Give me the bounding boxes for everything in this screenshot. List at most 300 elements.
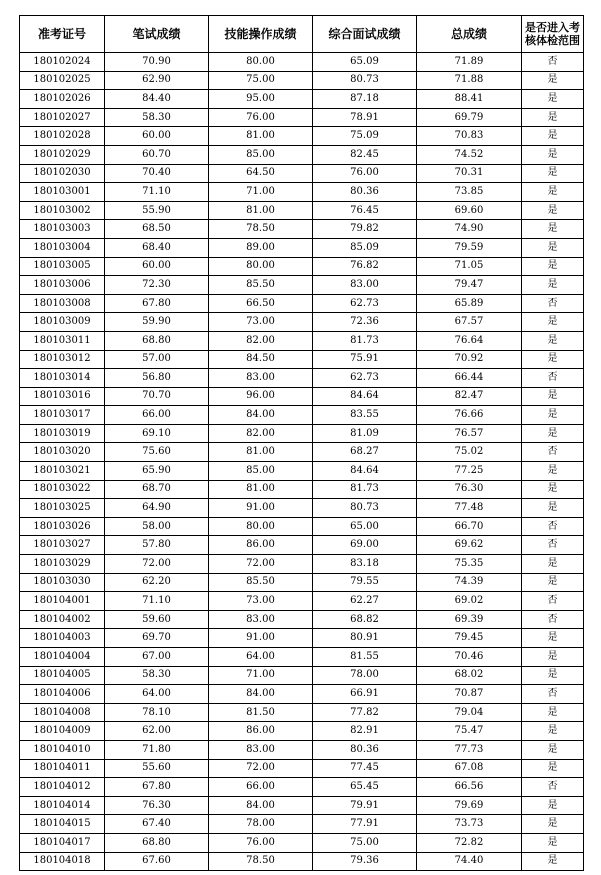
cell-exam-id: 180104014 — [20, 796, 105, 815]
header-qualified: 是否进入考核体检范围 — [522, 16, 584, 53]
cell-written-score: 66.00 — [105, 406, 209, 425]
cell-exam-id: 180102028 — [20, 127, 105, 146]
cell-interview-score: 77.82 — [313, 703, 417, 722]
cell-total-score: 74.90 — [417, 220, 522, 239]
table-row — [20, 740, 584, 759]
cell-qualified: 是 — [522, 759, 584, 778]
table-row — [20, 833, 584, 852]
cell-written-score: 68.80 — [105, 833, 209, 852]
cell-qualified: 是 — [522, 164, 584, 183]
table-row — [20, 220, 584, 239]
cell-qualified: 否 — [522, 369, 584, 388]
cell-exam-id: 180104005 — [20, 666, 105, 685]
table-row — [20, 201, 584, 220]
cell-qualified: 否 — [522, 685, 584, 704]
cell-exam-id: 180103022 — [20, 480, 105, 499]
table-row — [20, 406, 584, 425]
cell-written-score: 58.30 — [105, 666, 209, 685]
cell-qualified: 否 — [522, 536, 584, 555]
cell-written-score: 84.40 — [105, 90, 209, 109]
table-body — [20, 53, 584, 871]
cell-skill-score: 96.00 — [209, 387, 313, 406]
cell-skill-score: 91.00 — [209, 499, 313, 518]
header-row — [20, 16, 584, 53]
cell-skill-score: 64.00 — [209, 648, 313, 667]
header-interview-score: 综合面试成绩 — [313, 16, 417, 53]
table-row — [20, 778, 584, 797]
cell-interview-score: 81.73 — [313, 331, 417, 350]
cell-interview-score: 75.91 — [313, 350, 417, 369]
cell-interview-score: 62.27 — [313, 592, 417, 611]
table-row — [20, 815, 584, 834]
cell-qualified: 是 — [522, 201, 584, 220]
cell-interview-score: 75.00 — [313, 833, 417, 852]
cell-interview-score: 68.27 — [313, 443, 417, 462]
cell-total-score: 79.47 — [417, 276, 522, 295]
cell-total-score: 77.25 — [417, 462, 522, 481]
cell-exam-id: 180102029 — [20, 145, 105, 164]
cell-qualified: 是 — [522, 108, 584, 127]
cell-exam-id: 180104009 — [20, 722, 105, 741]
cell-qualified: 否 — [522, 294, 584, 313]
cell-interview-score: 79.82 — [313, 220, 417, 239]
cell-written-score: 58.00 — [105, 517, 209, 536]
cell-skill-score: 89.00 — [209, 238, 313, 257]
cell-exam-id: 180104015 — [20, 815, 105, 834]
cell-written-score: 71.10 — [105, 592, 209, 611]
cell-written-score: 64.00 — [105, 685, 209, 704]
cell-qualified: 否 — [522, 53, 584, 72]
cell-total-score: 76.66 — [417, 406, 522, 425]
cell-interview-score: 78.00 — [313, 666, 417, 685]
cell-total-score: 76.57 — [417, 424, 522, 443]
cell-qualified: 是 — [522, 796, 584, 815]
cell-written-score: 68.70 — [105, 480, 209, 499]
table-row — [20, 499, 584, 518]
cell-qualified: 是 — [522, 648, 584, 667]
cell-skill-score: 85.50 — [209, 573, 313, 592]
cell-skill-score: 81.00 — [209, 480, 313, 499]
header-total-score: 总成绩 — [417, 16, 522, 53]
cell-interview-score: 82.45 — [313, 145, 417, 164]
cell-total-score: 88.41 — [417, 90, 522, 109]
cell-total-score: 65.89 — [417, 294, 522, 313]
cell-exam-id: 180103021 — [20, 462, 105, 481]
cell-total-score: 68.02 — [417, 666, 522, 685]
cell-written-score: 62.90 — [105, 71, 209, 90]
cell-qualified: 是 — [522, 815, 584, 834]
table-row — [20, 722, 584, 741]
cell-qualified: 是 — [522, 257, 584, 276]
cell-total-score: 67.08 — [417, 759, 522, 778]
cell-qualified: 否 — [522, 778, 584, 797]
cell-qualified: 是 — [522, 462, 584, 481]
cell-qualified: 否 — [522, 610, 584, 629]
cell-interview-score: 87.18 — [313, 90, 417, 109]
cell-written-score: 67.80 — [105, 294, 209, 313]
score-table — [19, 15, 584, 871]
cell-exam-id: 180104010 — [20, 740, 105, 759]
cell-written-score: 59.90 — [105, 313, 209, 332]
cell-total-score: 69.02 — [417, 592, 522, 611]
cell-written-score: 68.40 — [105, 238, 209, 257]
cell-qualified: 是 — [522, 331, 584, 350]
cell-exam-id: 180103017 — [20, 406, 105, 425]
cell-total-score: 71.88 — [417, 71, 522, 90]
cell-skill-score: 82.00 — [209, 331, 313, 350]
cell-interview-score: 77.91 — [313, 815, 417, 834]
cell-exam-id: 180103006 — [20, 276, 105, 295]
cell-interview-score: 85.09 — [313, 238, 417, 257]
table-row — [20, 462, 584, 481]
cell-exam-id: 180103027 — [20, 536, 105, 555]
cell-exam-id: 180103004 — [20, 238, 105, 257]
cell-interview-score: 69.00 — [313, 536, 417, 555]
cell-interview-score: 62.73 — [313, 369, 417, 388]
cell-skill-score: 81.00 — [209, 201, 313, 220]
cell-interview-score: 65.45 — [313, 778, 417, 797]
cell-total-score: 79.69 — [417, 796, 522, 815]
cell-exam-id: 180104003 — [20, 629, 105, 648]
table-row — [20, 703, 584, 722]
cell-written-score: 71.80 — [105, 740, 209, 759]
table-row — [20, 592, 584, 611]
cell-exam-id: 180104002 — [20, 610, 105, 629]
table-row — [20, 666, 584, 685]
cell-qualified: 是 — [522, 740, 584, 759]
cell-interview-score: 76.00 — [313, 164, 417, 183]
cell-written-score: 68.50 — [105, 220, 209, 239]
cell-written-score: 69.10 — [105, 424, 209, 443]
cell-interview-score: 72.36 — [313, 313, 417, 332]
cell-skill-score: 66.50 — [209, 294, 313, 313]
cell-interview-score: 80.73 — [313, 499, 417, 518]
cell-total-score: 69.60 — [417, 201, 522, 220]
cell-skill-score: 81.00 — [209, 443, 313, 462]
cell-skill-score: 78.50 — [209, 220, 313, 239]
cell-written-score: 55.90 — [105, 201, 209, 220]
cell-interview-score: 79.36 — [313, 852, 417, 871]
cell-qualified: 是 — [522, 424, 584, 443]
cell-skill-score: 73.00 — [209, 592, 313, 611]
cell-exam-id: 180103016 — [20, 387, 105, 406]
cell-qualified: 是 — [522, 90, 584, 109]
cell-qualified: 是 — [522, 276, 584, 295]
cell-exam-id: 180104012 — [20, 778, 105, 797]
cell-skill-score: 80.00 — [209, 517, 313, 536]
table-row — [20, 108, 584, 127]
cell-total-score: 69.39 — [417, 610, 522, 629]
cell-skill-score: 82.00 — [209, 424, 313, 443]
cell-qualified: 是 — [522, 313, 584, 332]
cell-written-score: 55.60 — [105, 759, 209, 778]
cell-exam-id: 180104017 — [20, 833, 105, 852]
cell-exam-id: 180103001 — [20, 183, 105, 202]
cell-exam-id: 180103005 — [20, 257, 105, 276]
cell-exam-id: 180104011 — [20, 759, 105, 778]
header-exam-id: 准考证号 — [20, 16, 105, 53]
cell-written-score: 67.00 — [105, 648, 209, 667]
cell-total-score: 70.46 — [417, 648, 522, 667]
table-row — [20, 648, 584, 667]
cell-written-score: 58.30 — [105, 108, 209, 127]
cell-written-score: 67.60 — [105, 852, 209, 871]
cell-interview-score: 75.09 — [313, 127, 417, 146]
cell-total-score: 66.44 — [417, 369, 522, 388]
cell-exam-id: 180103019 — [20, 424, 105, 443]
cell-qualified: 是 — [522, 183, 584, 202]
cell-interview-score: 65.09 — [313, 53, 417, 72]
cell-skill-score: 86.00 — [209, 722, 313, 741]
cell-total-score: 73.73 — [417, 815, 522, 834]
cell-skill-score: 72.00 — [209, 759, 313, 778]
cell-skill-score: 76.00 — [209, 833, 313, 852]
cell-exam-id: 180103025 — [20, 499, 105, 518]
cell-total-score: 79.04 — [417, 703, 522, 722]
cell-skill-score: 72.00 — [209, 555, 313, 574]
cell-total-score: 75.35 — [417, 555, 522, 574]
cell-qualified: 是 — [522, 127, 584, 146]
cell-written-score: 60.00 — [105, 127, 209, 146]
cell-interview-score: 78.91 — [313, 108, 417, 127]
table-row — [20, 53, 584, 72]
cell-skill-score: 80.00 — [209, 257, 313, 276]
table-row — [20, 685, 584, 704]
cell-total-score: 70.87 — [417, 685, 522, 704]
cell-qualified: 是 — [522, 629, 584, 648]
cell-skill-score: 66.00 — [209, 778, 313, 797]
cell-written-score: 60.00 — [105, 257, 209, 276]
cell-skill-score: 85.50 — [209, 276, 313, 295]
cell-skill-score: 76.00 — [209, 108, 313, 127]
table-row — [20, 573, 584, 592]
cell-total-score: 74.52 — [417, 145, 522, 164]
cell-qualified: 否 — [522, 443, 584, 462]
cell-interview-score: 81.09 — [313, 424, 417, 443]
cell-written-score: 70.90 — [105, 53, 209, 72]
table-row — [20, 852, 584, 871]
cell-skill-score: 78.50 — [209, 852, 313, 871]
cell-exam-id: 180104001 — [20, 592, 105, 611]
table-row — [20, 313, 584, 332]
cell-written-score: 60.70 — [105, 145, 209, 164]
cell-total-score: 69.79 — [417, 108, 522, 127]
cell-total-score: 76.64 — [417, 331, 522, 350]
cell-total-score: 82.47 — [417, 387, 522, 406]
table-row — [20, 238, 584, 257]
cell-skill-score: 83.00 — [209, 740, 313, 759]
cell-qualified: 是 — [522, 722, 584, 741]
cell-written-score: 57.80 — [105, 536, 209, 555]
table-row — [20, 424, 584, 443]
cell-total-score: 74.39 — [417, 573, 522, 592]
cell-exam-id: 180103003 — [20, 220, 105, 239]
cell-qualified: 是 — [522, 499, 584, 518]
cell-exam-id: 180103002 — [20, 201, 105, 220]
cell-total-score: 73.85 — [417, 183, 522, 202]
cell-total-score: 71.05 — [417, 257, 522, 276]
cell-qualified: 是 — [522, 387, 584, 406]
cell-total-score: 71.89 — [417, 53, 522, 72]
cell-written-score: 70.70 — [105, 387, 209, 406]
table-row — [20, 555, 584, 574]
cell-interview-score: 84.64 — [313, 387, 417, 406]
cell-total-score: 74.40 — [417, 852, 522, 871]
table-header — [20, 16, 584, 53]
table-row — [20, 183, 584, 202]
cell-interview-score: 76.82 — [313, 257, 417, 276]
cell-skill-score: 75.00 — [209, 71, 313, 90]
cell-qualified: 是 — [522, 406, 584, 425]
cell-written-score: 71.10 — [105, 183, 209, 202]
cell-exam-id: 180103014 — [20, 369, 105, 388]
cell-interview-score: 82.91 — [313, 722, 417, 741]
cell-exam-id: 180103020 — [20, 443, 105, 462]
cell-skill-score: 71.00 — [209, 666, 313, 685]
cell-skill-score: 91.00 — [209, 629, 313, 648]
cell-exam-id: 180103009 — [20, 313, 105, 332]
cell-total-score: 79.45 — [417, 629, 522, 648]
cell-total-score: 66.56 — [417, 778, 522, 797]
cell-written-score: 69.70 — [105, 629, 209, 648]
cell-skill-score: 81.50 — [209, 703, 313, 722]
cell-total-score: 75.02 — [417, 443, 522, 462]
cell-interview-score: 77.45 — [313, 759, 417, 778]
cell-interview-score: 81.73 — [313, 480, 417, 499]
cell-skill-score: 95.00 — [209, 90, 313, 109]
cell-interview-score: 62.73 — [313, 294, 417, 313]
cell-exam-id: 180103030 — [20, 573, 105, 592]
cell-qualified: 否 — [522, 517, 584, 536]
cell-skill-score: 85.00 — [209, 145, 313, 164]
table-row — [20, 536, 584, 555]
cell-interview-score: 65.00 — [313, 517, 417, 536]
table-row — [20, 164, 584, 183]
cell-total-score: 67.57 — [417, 313, 522, 332]
cell-written-score: 59.60 — [105, 610, 209, 629]
cell-qualified: 是 — [522, 350, 584, 369]
cell-interview-score: 79.55 — [313, 573, 417, 592]
cell-exam-id: 180102024 — [20, 53, 105, 72]
cell-exam-id: 180102025 — [20, 71, 105, 90]
cell-qualified: 是 — [522, 833, 584, 852]
cell-total-score: 77.48 — [417, 499, 522, 518]
cell-exam-id: 180103012 — [20, 350, 105, 369]
cell-qualified: 是 — [522, 573, 584, 592]
cell-interview-score: 76.45 — [313, 201, 417, 220]
cell-interview-score: 83.55 — [313, 406, 417, 425]
cell-written-score: 62.20 — [105, 573, 209, 592]
table-row — [20, 90, 584, 109]
cell-interview-score: 83.00 — [313, 276, 417, 295]
cell-interview-score: 66.91 — [313, 685, 417, 704]
cell-qualified: 是 — [522, 220, 584, 239]
cell-written-score: 75.60 — [105, 443, 209, 462]
cell-skill-score: 84.50 — [209, 350, 313, 369]
table-row — [20, 443, 584, 462]
cell-exam-id: 180104004 — [20, 648, 105, 667]
cell-qualified: 是 — [522, 145, 584, 164]
cell-written-score: 56.80 — [105, 369, 209, 388]
cell-written-score: 68.80 — [105, 331, 209, 350]
cell-skill-score: 83.00 — [209, 369, 313, 388]
cell-exam-id: 180104018 — [20, 852, 105, 871]
cell-skill-score: 64.50 — [209, 164, 313, 183]
cell-skill-score: 83.00 — [209, 610, 313, 629]
table-row — [20, 387, 584, 406]
cell-exam-id: 180104008 — [20, 703, 105, 722]
cell-qualified: 是 — [522, 71, 584, 90]
table-row — [20, 276, 584, 295]
cell-interview-score: 80.73 — [313, 71, 417, 90]
cell-qualified: 是 — [522, 555, 584, 574]
cell-total-score: 69.62 — [417, 536, 522, 555]
cell-exam-id: 180102027 — [20, 108, 105, 127]
cell-exam-id: 180103011 — [20, 331, 105, 350]
cell-qualified: 否 — [522, 592, 584, 611]
cell-written-score: 72.00 — [105, 555, 209, 574]
cell-qualified: 是 — [522, 480, 584, 499]
cell-interview-score: 79.91 — [313, 796, 417, 815]
cell-total-score: 79.59 — [417, 238, 522, 257]
cell-skill-score: 85.00 — [209, 462, 313, 481]
cell-interview-score: 80.36 — [313, 183, 417, 202]
table-row — [20, 517, 584, 536]
table-row — [20, 257, 584, 276]
cell-skill-score: 78.00 — [209, 815, 313, 834]
cell-total-score: 66.70 — [417, 517, 522, 536]
cell-written-score: 67.40 — [105, 815, 209, 834]
cell-exam-id: 180102026 — [20, 90, 105, 109]
header-skill-score: 技能操作成绩 — [209, 16, 313, 53]
table-row — [20, 610, 584, 629]
cell-total-score: 76.30 — [417, 480, 522, 499]
cell-interview-score: 81.55 — [313, 648, 417, 667]
cell-qualified: 是 — [522, 666, 584, 685]
cell-written-score: 57.00 — [105, 350, 209, 369]
table-row — [20, 145, 584, 164]
cell-total-score: 77.73 — [417, 740, 522, 759]
cell-skill-score: 84.00 — [209, 796, 313, 815]
table-row — [20, 71, 584, 90]
cell-total-score: 72.82 — [417, 833, 522, 852]
cell-total-score: 70.83 — [417, 127, 522, 146]
cell-exam-id: 180102030 — [20, 164, 105, 183]
table-row — [20, 350, 584, 369]
cell-qualified: 是 — [522, 852, 584, 871]
cell-qualified: 是 — [522, 703, 584, 722]
cell-skill-score: 84.00 — [209, 685, 313, 704]
table-row — [20, 369, 584, 388]
cell-written-score: 65.90 — [105, 462, 209, 481]
table-row — [20, 759, 584, 778]
cell-written-score: 64.90 — [105, 499, 209, 518]
cell-total-score: 70.31 — [417, 164, 522, 183]
cell-written-score: 72.30 — [105, 276, 209, 295]
cell-skill-score: 73.00 — [209, 313, 313, 332]
table-row — [20, 629, 584, 648]
table-row — [20, 127, 584, 146]
table-row — [20, 294, 584, 313]
cell-written-score: 70.40 — [105, 164, 209, 183]
table-row — [20, 480, 584, 499]
cell-total-score: 70.92 — [417, 350, 522, 369]
cell-skill-score: 71.00 — [209, 183, 313, 202]
header-written-score: 笔试成绩 — [105, 16, 209, 53]
cell-skill-score: 81.00 — [209, 127, 313, 146]
cell-skill-score: 86.00 — [209, 536, 313, 555]
cell-interview-score: 80.36 — [313, 740, 417, 759]
